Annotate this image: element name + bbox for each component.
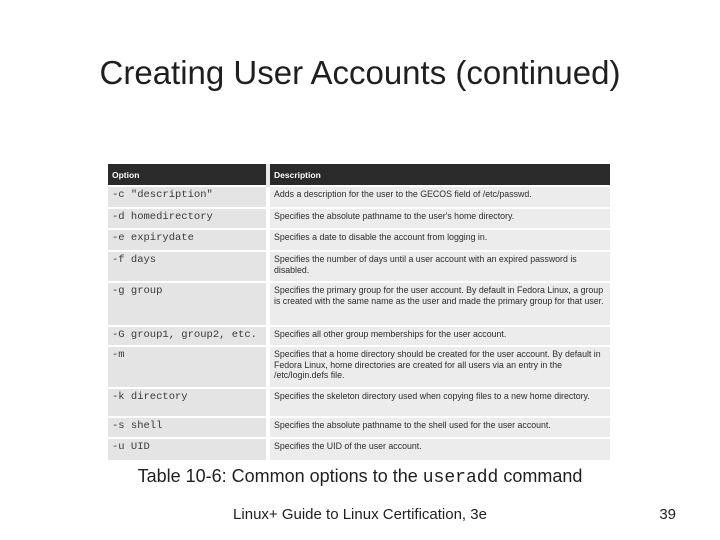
table-row [108,388,610,417]
footer-text: Linux+ Guide to Linux Certification, 3e [233,506,487,523]
description-cell: Specifies a date to disable the account from logging in. [268,229,610,251]
page-number: 39 [659,506,676,523]
option-cell: -e expirydate [108,229,268,251]
table-row [108,438,610,460]
option-cell: -m [108,346,268,387]
description-cell: Adds a description for the user to the GECOS field of /etc/passwd. [268,186,610,208]
description-cell: Specifies all other group memberships for the user account. [268,326,610,347]
option-cell: -c "description" [108,186,268,208]
table-row [108,251,610,282]
slide-title: Creating User Accounts (continued) [99,54,621,91]
description-cell: Specifies the skeleton directory used when copying files to a new home directory. [268,388,610,417]
description-cell: Specifies the absolute pathname to the shell used for the user account. [268,417,610,439]
option-column-header: Option [108,164,268,186]
table-header-row [108,164,610,186]
description-cell: Specifies the number of days until a user account with an expired password is disabled. [268,251,610,282]
caption-suffix: command [503,466,583,486]
description-cell: Specifies the absolute pathname to the user's home directory. [268,208,610,230]
description-cell: Specifies that a home directory should be created for the user account. By default in Fedora Linux, home directories are created for all users via an entry in the /etc/login.defs file. [268,346,610,387]
table-row [108,282,610,325]
option-cell: -k directory [108,388,268,417]
table-row [108,346,610,387]
caption-command: useradd [422,468,499,488]
option-cell: -G group1, group2, etc. [108,326,268,347]
option-cell: -f days [108,251,268,282]
option-cell: -u UID [108,438,268,460]
table-row [108,229,610,251]
table-row [108,186,610,208]
description-cell: Specifies the primary group for the user account. By default in Fedora Linux, a group is created with the same name as the user and made the primary group for that user. [268,282,610,325]
caption-prefix: Table 10-6: Common options to the [137,466,418,486]
table-row [108,208,610,230]
table-caption [0,466,720,488]
option-cell: -d homedirectory [108,208,268,230]
table-row [108,326,610,347]
options-table [108,164,610,460]
description-column-header: Description [268,164,610,186]
table-row [108,417,610,439]
option-cell: -s shell [108,417,268,439]
option-cell: -g group [108,282,268,325]
description-cell: Specifies the UID of the user account. [268,438,610,460]
